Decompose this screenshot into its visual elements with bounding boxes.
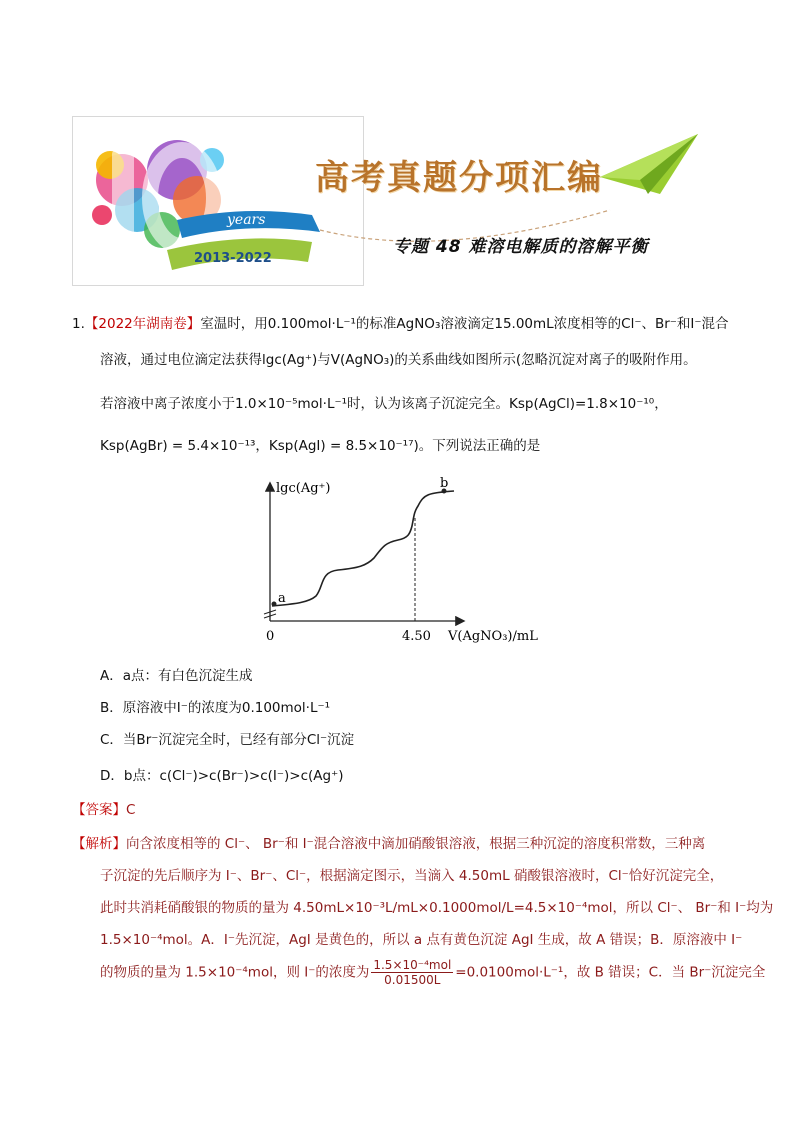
point-a-marker xyxy=(272,602,277,607)
question-text-3: 若溶液中离子浓度小于1.0×10⁻⁵mol·L⁻¹时，认为该离子沉淀完全。Ksp(AgCl)=1.8×10⁻¹⁰， xyxy=(100,396,668,412)
point-a-label: a xyxy=(278,591,286,606)
point-b-label: b xyxy=(440,476,449,491)
question-line-1 xyxy=(72,314,729,334)
titration-curve-figure xyxy=(258,476,538,646)
analysis-text-1: 向含浓度相等的 Cl⁻、 Br⁻和 I⁻混合溶液中滴加硝酸银溶液，根据三种沉淀的溶度积常数，三种离 xyxy=(126,836,706,852)
analysis-line-1 xyxy=(72,832,705,852)
analysis-text-4: 1.5×10⁻⁴mol。A．I⁻先沉淀，AgI 是黄色的，所以 a 点有黄色沉淀 AgI 生成，故 A 错误；B．原溶液中 I⁻ xyxy=(100,932,743,948)
analysis-text-5-pre: 的物质的量为 1.5×10⁻⁴mol，则 I⁻的浓度为 xyxy=(100,964,370,981)
analysis-text-2: 子沉淀的先后顺序为 I⁻、Br⁻、Cl⁻，根据滴定图示，当滴入 4.50mL 硝酸银溶液时，Cl⁻恰好沉淀完全， xyxy=(100,868,724,884)
analysis-text-5-post: =0.0100mol·L⁻¹，故 B 错误；C．当 Br⁻沉淀完全 xyxy=(455,964,766,981)
answer-line xyxy=(72,800,135,820)
question-source: 【2022年湖南卷】 xyxy=(84,316,201,332)
question-text-4: Ksp(AgBr) = 5.4×10⁻¹³，Ksp(AgI) = 8.5×10⁻¹⁷)。下列说法正确的是 xyxy=(100,438,541,454)
option-a[interactable]: A．a点：有白色沉淀生成 xyxy=(100,668,253,684)
concentration-fraction xyxy=(371,958,453,987)
y-axis-label: lgc(Ag⁺) xyxy=(276,481,331,496)
svg-text:2013-2022: 2013-2022 xyxy=(194,251,272,266)
answer-label: 【答案】 xyxy=(72,802,126,818)
fraction-denominator: 0.01500L xyxy=(384,973,441,987)
ten-years-logo xyxy=(82,120,332,280)
analysis-text-3: 此时共消耗硝酸银的物质的量为 4.50mL×10⁻³L/mL×0.1000mol/L=4.5×10⁻⁴mol，所以 Cl⁻、 Br⁻和 I⁻均为 xyxy=(100,900,774,916)
topic-subtitle: 专题 48 难溶电解质的溶解平衡 xyxy=(393,237,649,257)
titration-curve xyxy=(272,491,454,606)
question-text-1: 室温时，用0.100mol·L⁻¹的标准AgNO₃溶液滴定15.00mL浓度相等的Cl⁻、Br⁻和I⁻混合 xyxy=(200,316,729,332)
origin-label: 0 xyxy=(266,629,275,644)
analysis-line-5 xyxy=(100,958,765,987)
x-axis-label: V(AgNO₃)/mL xyxy=(448,629,538,644)
banner-title: 高考真题分项汇编 xyxy=(315,158,603,198)
option-b[interactable]: B．原溶液中I⁻的浓度为0.100mol·L⁻¹ xyxy=(100,700,331,716)
option-c[interactable]: C．当Br⁻沉淀完全时，已经有部分Cl⁻沉淀 xyxy=(100,732,355,748)
fraction-numerator: 1.5×10⁻⁴mol xyxy=(373,958,452,972)
paper-plane-icon xyxy=(600,132,700,202)
answer-value: C xyxy=(126,802,136,818)
question-number: 1. xyxy=(72,316,85,332)
x-tick-label: 4.50 xyxy=(402,629,431,644)
question-text-2: 溶液，通过电位滴定法获得lgc(Ag⁺)与V(AgNO₃)的关系曲线如图所示(忽略沉淀对离子的吸附作用。 xyxy=(100,352,697,368)
svg-text:years: years xyxy=(227,212,266,228)
option-d[interactable]: D．b点：c(Cl⁻)>c(Br⁻)>c(I⁻)>c(Ag⁺) xyxy=(100,768,344,784)
analysis-label: 【解析】 xyxy=(72,836,126,852)
